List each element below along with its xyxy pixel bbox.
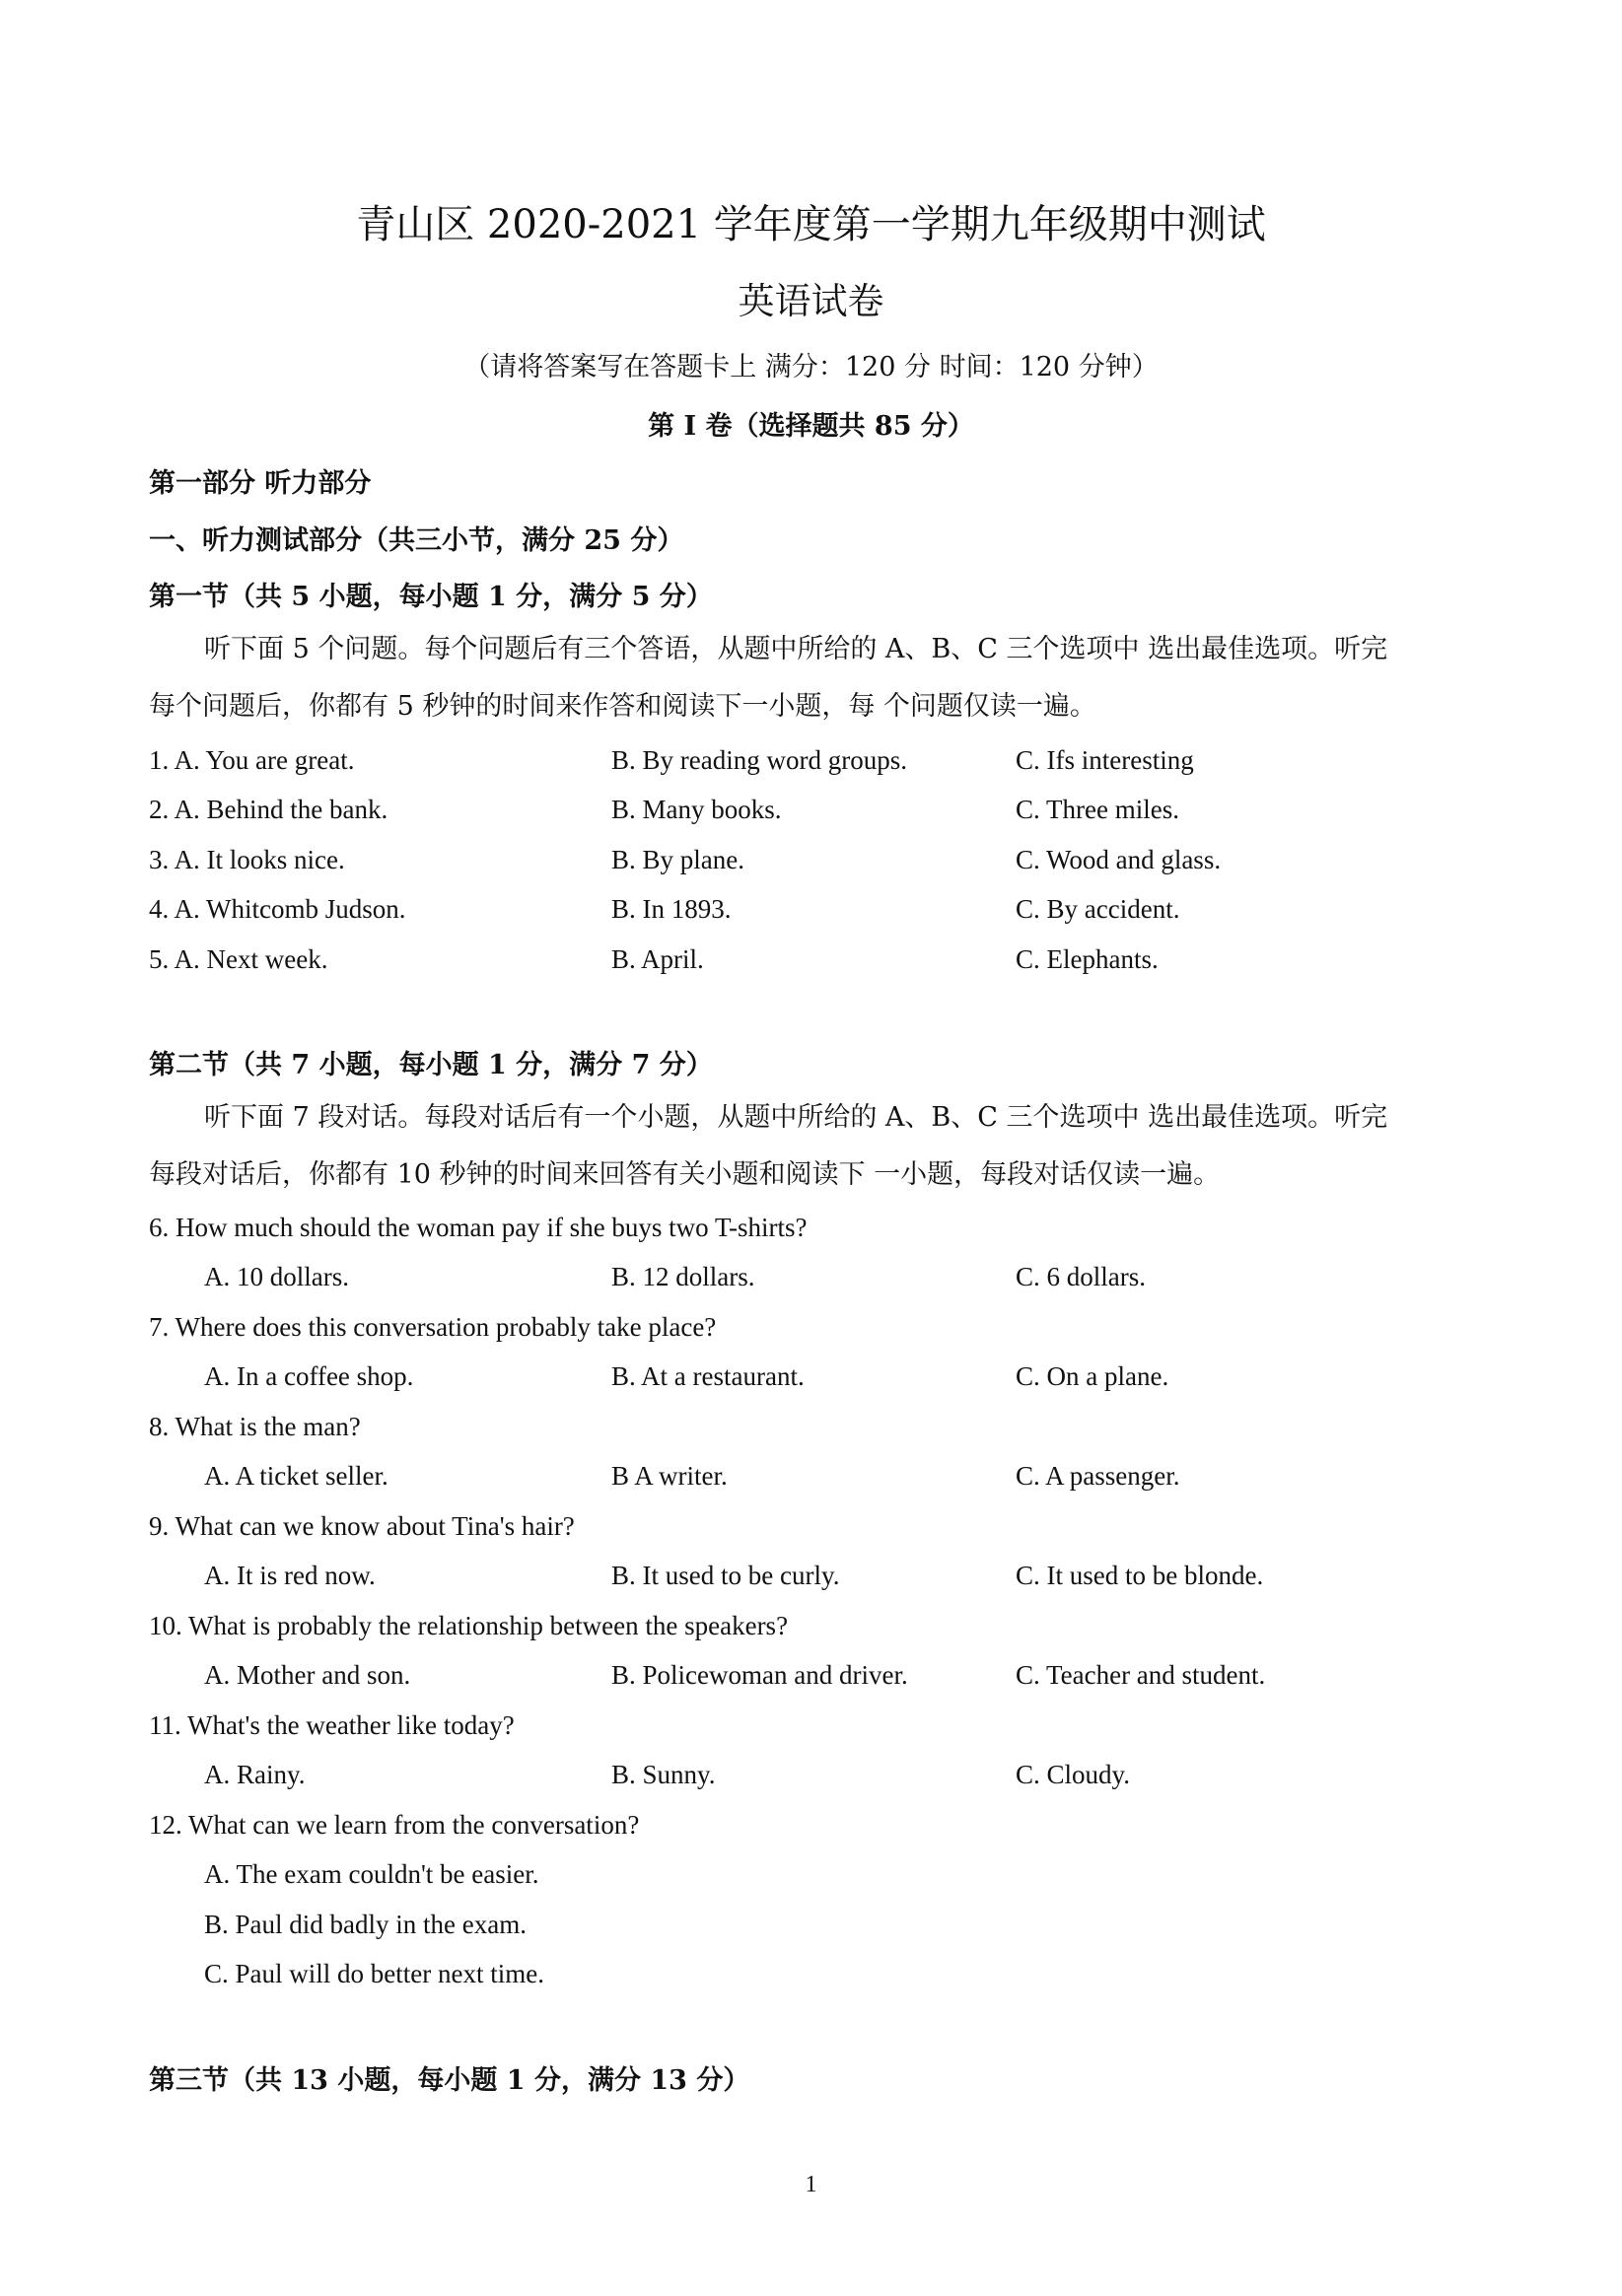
section2-instructions	[149, 1089, 1490, 1204]
section1-instruction-line2: 每个问题后，你都有 5 秒钟的时间来作答和阅读下一小题，每 个问题仅读一遍。	[149, 691, 1096, 722]
option-c: C. Paul will do better next time.	[204, 1959, 544, 1988]
volume-heading: 第 I 卷（选择题共 85 分）	[648, 411, 974, 442]
page-number: 1	[805, 2172, 817, 2197]
option-c: C. On a plane.	[1016, 1361, 1169, 1391]
section1-heading: 第一节（共 5 小题，每小题 1 分，满分 5 分）	[149, 582, 713, 612]
options-row	[0, 1760, 1622, 1799]
question-text: 9. What can we know about Tina's hair?	[149, 1511, 575, 1541]
option-b: B. Policewoman and driver.	[611, 1660, 908, 1690]
question-row	[0, 944, 1622, 984]
option-b: B. By reading word groups.	[611, 745, 907, 775]
options-row	[0, 1461, 1622, 1500]
section2-instruction-line2: 每段对话后，你都有 10 秒钟的时间来回答有关小题和阅读下 一小题，每段对话仅读一遍。	[149, 1159, 1221, 1190]
question-text: 12. What can we learn from the conversation?	[149, 1810, 640, 1840]
section1-instructions	[149, 621, 1490, 735]
option-b: B A writer.	[611, 1461, 728, 1491]
question-row	[0, 894, 1622, 934]
option-c: C. Ifs interesting	[1016, 745, 1194, 775]
question-row	[0, 795, 1622, 834]
option-a: A. In a coffee shop.	[204, 1361, 414, 1391]
exam-instructions: （请将答案写在答题卡上 满分：120 分 时间：120 分钟）	[463, 352, 1159, 383]
question-text: 8. What is the man?	[149, 1412, 361, 1441]
exam-title: 青山区 2020-2021 学年度第一学期九年级期中测试	[356, 202, 1266, 247]
option-a: A. Rainy.	[204, 1760, 306, 1789]
option-c: C. Elephants.	[1016, 944, 1159, 974]
option-b: B. In 1893.	[611, 894, 732, 924]
option-a: A. It is red now.	[204, 1561, 376, 1590]
option-c: C. By accident.	[1016, 894, 1180, 924]
options-row	[0, 1361, 1622, 1401]
section2-heading: 第二节（共 7 小题，每小题 1 分，满分 7 分）	[149, 1050, 713, 1080]
question-row	[0, 745, 1622, 785]
option-b: B. By plane.	[611, 845, 744, 874]
option-b: B. It used to be curly.	[611, 1561, 840, 1590]
exam-subtitle: 英语试卷	[738, 280, 884, 322]
options-row	[0, 1561, 1622, 1600]
option-a: 2. A. Behind the bank.	[149, 795, 388, 824]
option-c: C. Wood and glass.	[1016, 845, 1222, 874]
option-a: 5. A. Next week.	[149, 944, 328, 974]
option-b: B. Sunny.	[611, 1760, 716, 1789]
option-c: C. Teacher and student.	[1016, 1660, 1266, 1690]
option-b: B. Paul did badly in the exam.	[204, 1910, 527, 1939]
section3-heading: 第三节（共 13 小题，每小题 1 分，满分 13 分）	[149, 2065, 750, 2096]
option-a: 4. A. Whitcomb Judson.	[149, 894, 406, 924]
question-text: 6. How much should the woman pay if she buys two T-shirts?	[149, 1213, 808, 1242]
option-a: 3. A. It looks nice.	[149, 845, 345, 874]
question-text: 10. What is probably the relationship between the speakers?	[149, 1611, 789, 1640]
option-c: C. Three miles.	[1016, 795, 1179, 824]
section1-instruction-line1: 听下面 5 个问题。每个问题后有三个答语，从题中所给的 A、B、C 三个选项中 选出最佳选项。听完	[204, 634, 1388, 664]
section2-instruction-line1: 听下面 7 段对话。每段对话后有一个小题，从题中所给的 A、B、C 三个选项中 选出最佳选项。听完	[204, 1102, 1388, 1133]
question-text: 11. What's the weather like today?	[149, 1710, 515, 1740]
option-b: B. At a restaurant.	[611, 1361, 805, 1391]
option-a: A. A ticket seller.	[204, 1461, 388, 1491]
option-a: A. The exam couldn't be easier.	[204, 1859, 539, 1889]
listening-heading: 一、听力测试部分（共三小节，满分 25 分）	[149, 525, 684, 556]
option-a: A. Mother and son.	[204, 1660, 411, 1690]
option-c: C. A passenger.	[1016, 1461, 1180, 1491]
option-c: C. 6 dollars.	[1016, 1262, 1146, 1291]
option-b: B. April.	[611, 944, 704, 974]
option-a: 1. A. You are great.	[149, 745, 355, 775]
option-c: C. Cloudy.	[1016, 1760, 1131, 1789]
options-row	[0, 1660, 1622, 1700]
option-c: C. It used to be blonde.	[1016, 1561, 1264, 1590]
option-b: B. 12 dollars.	[611, 1262, 755, 1291]
question-row	[0, 845, 1622, 884]
part-heading: 第一部分 听力部分	[149, 468, 372, 499]
option-b: B. Many books.	[611, 795, 782, 824]
question-text: 7. Where does this conversation probably take place?	[149, 1312, 717, 1342]
option-a: A. 10 dollars.	[204, 1262, 349, 1291]
options-row	[0, 1262, 1622, 1301]
